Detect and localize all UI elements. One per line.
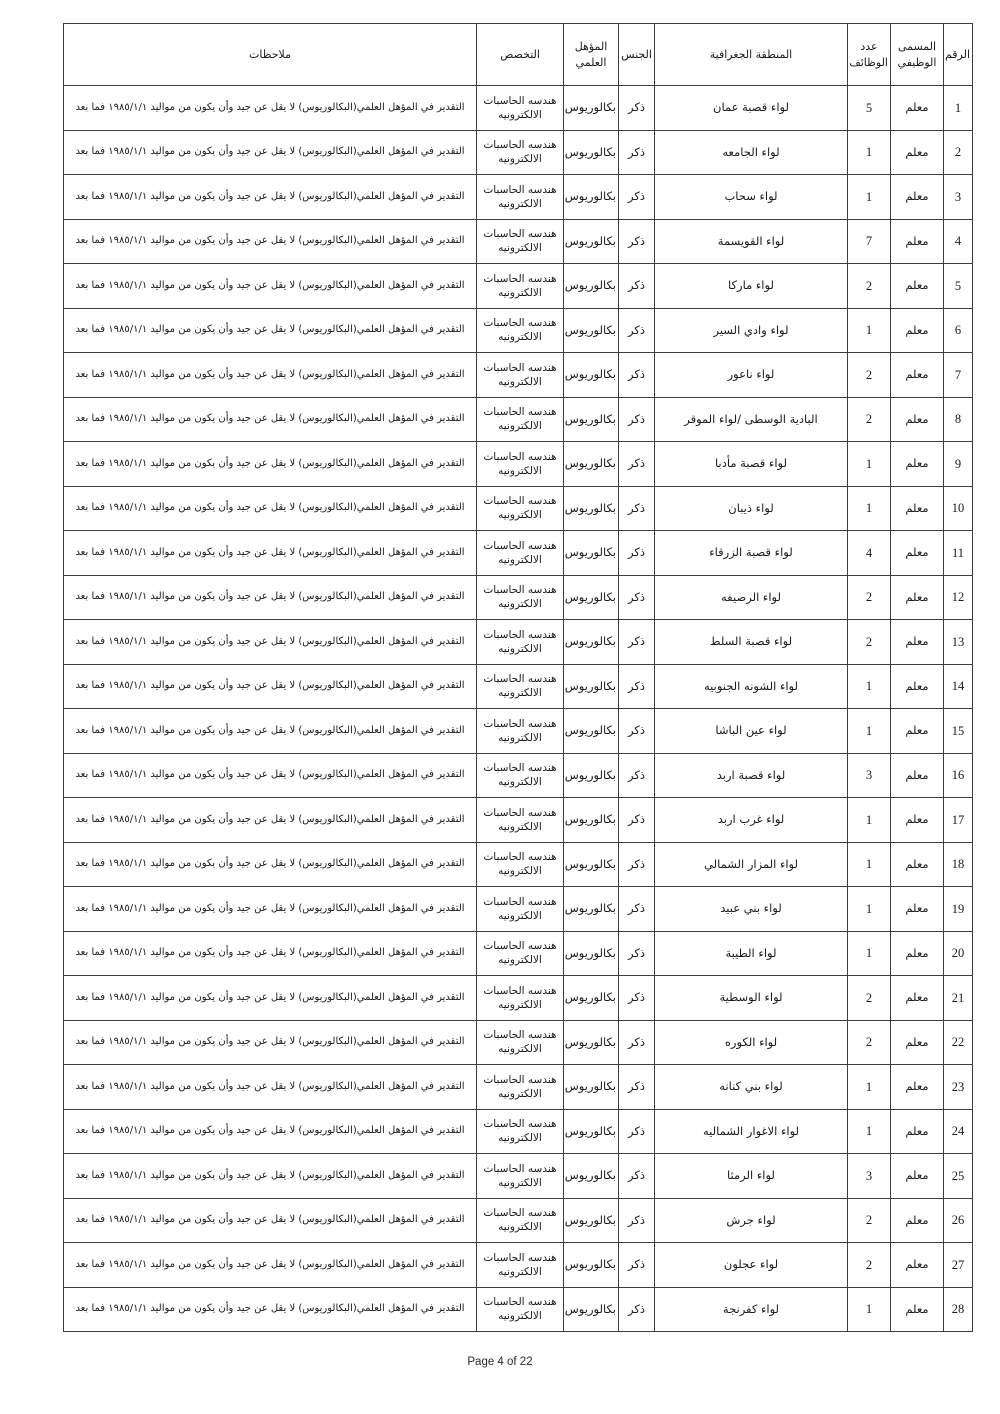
vacancy-count-cell: 2 bbox=[848, 1243, 891, 1288]
table-row bbox=[64, 442, 973, 487]
region-cell: لواء سحاب bbox=[655, 175, 848, 220]
row-number-cell: 2 bbox=[944, 130, 973, 175]
specialization-cell: هندسه الحاسبات الالكترونيه bbox=[477, 1109, 564, 1154]
job-title-cell: معلم bbox=[891, 1243, 944, 1288]
table-row bbox=[64, 842, 973, 887]
notes-cell: التقدير في المؤهل العلمي(البكالوريوس) لا يقل عن جيد وأن يكون من مواليد ١٩٨٥/١/١ فما بعد bbox=[64, 753, 477, 798]
table-row bbox=[64, 86, 973, 131]
region-cell: لواء الكوره bbox=[655, 1020, 848, 1065]
job-title-cell: معلم bbox=[891, 575, 944, 620]
vacancy-count-cell: 5 bbox=[848, 86, 891, 131]
qualification-cell: بكالوريوس bbox=[564, 397, 619, 442]
job-title-cell: معلم bbox=[891, 130, 944, 175]
gender-cell: ذكر bbox=[619, 664, 655, 709]
gender-cell: ذكر bbox=[619, 1154, 655, 1199]
specialization-cell: هندسه الحاسبات الالكترونيه bbox=[477, 1243, 564, 1288]
region-cell: لواء الاغوار الشماليه bbox=[655, 1109, 848, 1154]
table-row bbox=[64, 709, 973, 754]
job-title-cell: معلم bbox=[891, 753, 944, 798]
job-title-cell: معلم bbox=[891, 1109, 944, 1154]
job-title-cell: معلم bbox=[891, 175, 944, 220]
notes-cell: التقدير في المؤهل العلمي(البكالوريوس) لا يقل عن جيد وأن يكون من مواليد ١٩٨٥/١/١ فما بعد bbox=[64, 219, 477, 264]
notes-cell: التقدير في المؤهل العلمي(البكالوريوس) لا يقل عن جيد وأن يكون من مواليد ١٩٨٥/١/١ فما بعد bbox=[64, 1154, 477, 1199]
region-cell: لواء قصبة الزرقاء bbox=[655, 531, 848, 576]
qualification-cell: بكالوريوس bbox=[564, 308, 619, 353]
qualification-cell: بكالوريوس bbox=[564, 353, 619, 398]
specialization-cell: هندسه الحاسبات الالكترونيه bbox=[477, 175, 564, 220]
table-row bbox=[64, 486, 973, 531]
row-number-cell: 14 bbox=[944, 664, 973, 709]
job-title-cell: معلم bbox=[891, 531, 944, 576]
job-title-cell: معلم bbox=[891, 842, 944, 887]
gender-cell: ذكر bbox=[619, 976, 655, 1021]
qualification-cell: بكالوريوس bbox=[564, 931, 619, 976]
job-title-cell: معلم bbox=[891, 664, 944, 709]
gender-cell: ذكر bbox=[619, 308, 655, 353]
job-title-cell: معلم bbox=[891, 86, 944, 131]
notes-cell: التقدير في المؤهل العلمي(البكالوريوس) لا يقل عن جيد وأن يكون من مواليد ١٩٨٥/١/١ فما بعد bbox=[64, 86, 477, 131]
table-row bbox=[64, 1065, 973, 1110]
qualification-cell: بكالوريوس bbox=[564, 86, 619, 131]
gender-cell: ذكر bbox=[619, 1198, 655, 1243]
qualification-cell: بكالوريوس bbox=[564, 1198, 619, 1243]
row-number-cell: 21 bbox=[944, 976, 973, 1021]
vacancy-count-cell: 2 bbox=[848, 1020, 891, 1065]
job-title-cell: معلم bbox=[891, 1020, 944, 1065]
table-row bbox=[64, 531, 973, 576]
table-row bbox=[64, 397, 973, 442]
specialization-cell: هندسه الحاسبات الالكترونيه bbox=[477, 397, 564, 442]
notes-cell: التقدير في المؤهل العلمي(البكالوريوس) لا يقل عن جيد وأن يكون من مواليد ١٩٨٥/١/١ فما بعد bbox=[64, 620, 477, 665]
table-row bbox=[64, 620, 973, 665]
region-cell: البادية الوسطى /لواء الموقر bbox=[655, 397, 848, 442]
gender-cell: ذكر bbox=[619, 931, 655, 976]
column-header-job-title: المسمى الوظيفي bbox=[891, 24, 944, 86]
vacancy-count-cell: 1 bbox=[848, 842, 891, 887]
job-title-cell: معلم bbox=[891, 1198, 944, 1243]
region-cell: لواء كفرنجة bbox=[655, 1287, 848, 1332]
gender-cell: ذكر bbox=[619, 798, 655, 843]
table-row bbox=[64, 575, 973, 620]
table-row bbox=[64, 887, 973, 932]
header-row bbox=[64, 24, 973, 86]
column-header-notes: ملاحظات bbox=[64, 24, 477, 86]
job-title-cell: معلم bbox=[891, 798, 944, 843]
specialization-cell: هندسه الحاسبات الالكترونيه bbox=[477, 798, 564, 843]
region-cell: لواء قصبة مأدبا bbox=[655, 442, 848, 487]
specialization-cell: هندسه الحاسبات الالكترونيه bbox=[477, 1198, 564, 1243]
qualification-cell: بكالوريوس bbox=[564, 1065, 619, 1110]
column-header-qualification: المؤهل العلمي bbox=[564, 24, 619, 86]
region-cell: لواء بني كنانه bbox=[655, 1065, 848, 1110]
vacancy-count-cell: 3 bbox=[848, 753, 891, 798]
vacancy-count-cell: 1 bbox=[848, 664, 891, 709]
row-number-cell: 7 bbox=[944, 353, 973, 398]
job-title-cell: معلم bbox=[891, 308, 944, 353]
column-header-number: الرقم bbox=[944, 24, 973, 86]
qualification-cell: بكالوريوس bbox=[564, 1109, 619, 1154]
vacancy-count-cell: 2 bbox=[848, 397, 891, 442]
vacancy-count-cell: 2 bbox=[848, 575, 891, 620]
specialization-cell: هندسه الحاسبات الالكترونيه bbox=[477, 887, 564, 932]
column-header-specialization: التخصص bbox=[477, 24, 564, 86]
row-number-cell: 12 bbox=[944, 575, 973, 620]
notes-cell: التقدير في المؤهل العلمي(البكالوريوس) لا يقل عن جيد وأن يكون من مواليد ١٩٨٥/١/١ فما بعد bbox=[64, 798, 477, 843]
job-title-cell: معلم bbox=[891, 1287, 944, 1332]
specialization-cell: هندسه الحاسبات الالكترونيه bbox=[477, 486, 564, 531]
qualification-cell: بكالوريوس bbox=[564, 130, 619, 175]
qualification-cell: بكالوريوس bbox=[564, 442, 619, 487]
gender-cell: ذكر bbox=[619, 709, 655, 754]
job-title-cell: معلم bbox=[891, 931, 944, 976]
vacancy-count-cell: 1 bbox=[848, 798, 891, 843]
notes-cell: التقدير في المؤهل العلمي(البكالوريوس) لا يقل عن جيد وأن يكون من مواليد ١٩٨٥/١/١ فما بعد bbox=[64, 664, 477, 709]
notes-cell: التقدير في المؤهل العلمي(البكالوريوس) لا يقل عن جيد وأن يكون من مواليد ١٩٨٥/١/١ فما بعد bbox=[64, 1065, 477, 1110]
row-number-cell: 17 bbox=[944, 798, 973, 843]
specialization-cell: هندسه الحاسبات الالكترونيه bbox=[477, 620, 564, 665]
row-number-cell: 8 bbox=[944, 397, 973, 442]
notes-cell: التقدير في المؤهل العلمي(البكالوريوس) لا يقل عن جيد وأن يكون من مواليد ١٩٨٥/١/١ فما بعد bbox=[64, 1109, 477, 1154]
row-number-cell: 23 bbox=[944, 1065, 973, 1110]
region-cell: لواء الرصيفه bbox=[655, 575, 848, 620]
gender-cell: ذكر bbox=[619, 264, 655, 309]
vacancy-count-cell: 1 bbox=[848, 887, 891, 932]
row-number-cell: 19 bbox=[944, 887, 973, 932]
notes-cell: التقدير في المؤهل العلمي(البكالوريوس) لا يقل عن جيد وأن يكون من مواليد ١٩٨٥/١/١ فما بعد bbox=[64, 531, 477, 576]
notes-cell: التقدير في المؤهل العلمي(البكالوريوس) لا يقل عن جيد وأن يكون من مواليد ١٩٨٥/١/١ فما بعد bbox=[64, 264, 477, 309]
specialization-cell: هندسه الحاسبات الالكترونيه bbox=[477, 1065, 564, 1110]
vacancy-count-cell: 1 bbox=[848, 442, 891, 487]
row-number-cell: 25 bbox=[944, 1154, 973, 1199]
table-row bbox=[64, 1154, 973, 1199]
row-number-cell: 27 bbox=[944, 1243, 973, 1288]
vacancy-count-cell: 1 bbox=[848, 1065, 891, 1110]
table-row bbox=[64, 753, 973, 798]
vacancy-count-cell: 1 bbox=[848, 931, 891, 976]
qualification-cell: بكالوريوس bbox=[564, 175, 619, 220]
job-title-cell: معلم bbox=[891, 397, 944, 442]
vacancies-table bbox=[63, 23, 973, 1332]
gender-cell: ذكر bbox=[619, 397, 655, 442]
job-title-cell: معلم bbox=[891, 887, 944, 932]
notes-cell: التقدير في المؤهل العلمي(البكالوريوس) لا يقل عن جيد وأن يكون من مواليد ١٩٨٥/١/١ فما بعد bbox=[64, 397, 477, 442]
vacancy-count-cell: 2 bbox=[848, 1198, 891, 1243]
gender-cell: ذكر bbox=[619, 442, 655, 487]
gender-cell: ذكر bbox=[619, 219, 655, 264]
region-cell: لواء قصبة السلط bbox=[655, 620, 848, 665]
vacancy-count-cell: 1 bbox=[848, 175, 891, 220]
specialization-cell: هندسه الحاسبات الالكترونيه bbox=[477, 931, 564, 976]
page-number: Page 4 of 22 bbox=[467, 1356, 533, 1368]
gender-cell: ذكر bbox=[619, 1287, 655, 1332]
notes-cell: التقدير في المؤهل العلمي(البكالوريوس) لا يقل عن جيد وأن يكون من مواليد ١٩٨٥/١/١ فما بعد bbox=[64, 887, 477, 932]
region-cell: لواء القويسمة bbox=[655, 219, 848, 264]
vacancy-count-cell: 2 bbox=[848, 620, 891, 665]
job-title-cell: معلم bbox=[891, 442, 944, 487]
row-number-cell: 26 bbox=[944, 1198, 973, 1243]
region-cell: لواء المزار الشمالي bbox=[655, 842, 848, 887]
row-number-cell: 28 bbox=[944, 1287, 973, 1332]
job-title-cell: معلم bbox=[891, 620, 944, 665]
notes-cell: التقدير في المؤهل العلمي(البكالوريوس) لا يقل عن جيد وأن يكون من مواليد ١٩٨٥/١/١ فما بعد bbox=[64, 308, 477, 353]
notes-cell: التقدير في المؤهل العلمي(البكالوريوس) لا يقل عن جيد وأن يكون من مواليد ١٩٨٥/١/١ فما بعد bbox=[64, 1287, 477, 1332]
region-cell: لواء ماركا bbox=[655, 264, 848, 309]
qualification-cell: بكالوريوس bbox=[564, 1154, 619, 1199]
row-number-cell: 16 bbox=[944, 753, 973, 798]
notes-cell: التقدير في المؤهل العلمي(البكالوريوس) لا يقل عن جيد وأن يكون من مواليد ١٩٨٥/١/١ فما بعد bbox=[64, 709, 477, 754]
notes-cell: التقدير في المؤهل العلمي(البكالوريوس) لا يقل عن جيد وأن يكون من مواليد ١٩٨٥/١/١ فما بعد bbox=[64, 976, 477, 1021]
qualification-cell: بكالوريوس bbox=[564, 842, 619, 887]
job-title-cell: معلم bbox=[891, 219, 944, 264]
region-cell: لواء عجلون bbox=[655, 1243, 848, 1288]
job-title-cell: معلم bbox=[891, 264, 944, 309]
specialization-cell: هندسه الحاسبات الالكترونيه bbox=[477, 753, 564, 798]
qualification-cell: بكالوريوس bbox=[564, 709, 619, 754]
row-number-cell: 1 bbox=[944, 86, 973, 131]
job-title-cell: معلم bbox=[891, 486, 944, 531]
gender-cell: ذكر bbox=[619, 620, 655, 665]
gender-cell: ذكر bbox=[619, 1020, 655, 1065]
region-cell: لواء الشونه الجنوبيه bbox=[655, 664, 848, 709]
specialization-cell: هندسه الحاسبات الالكترونيه bbox=[477, 308, 564, 353]
notes-cell: التقدير في المؤهل العلمي(البكالوريوس) لا يقل عن جيد وأن يكون من مواليد ١٩٨٥/١/١ فما بعد bbox=[64, 486, 477, 531]
region-cell: لواء غرب اربد bbox=[655, 798, 848, 843]
qualification-cell: بكالوريوس bbox=[564, 976, 619, 1021]
qualification-cell: بكالوريوس bbox=[564, 264, 619, 309]
gender-cell: ذكر bbox=[619, 887, 655, 932]
notes-cell: التقدير في المؤهل العلمي(البكالوريوس) لا يقل عن جيد وأن يكون من مواليد ١٩٨٥/١/١ فما بعد bbox=[64, 931, 477, 976]
notes-cell: التقدير في المؤهل العلمي(البكالوريوس) لا يقل عن جيد وأن يكون من مواليد ١٩٨٥/١/١ فما بعد bbox=[64, 1020, 477, 1065]
region-cell: لواء جرش bbox=[655, 1198, 848, 1243]
notes-cell: التقدير في المؤهل العلمي(البكالوريوس) لا يقل عن جيد وأن يكون من مواليد ١٩٨٥/١/١ فما بعد bbox=[64, 1198, 477, 1243]
specialization-cell: هندسه الحاسبات الالكترونيه bbox=[477, 709, 564, 754]
table-row bbox=[64, 308, 973, 353]
table-row bbox=[64, 130, 973, 175]
row-number-cell: 20 bbox=[944, 931, 973, 976]
row-number-cell: 15 bbox=[944, 709, 973, 754]
row-number-cell: 24 bbox=[944, 1109, 973, 1154]
specialization-cell: هندسه الحاسبات الالكترونيه bbox=[477, 130, 564, 175]
gender-cell: ذكر bbox=[619, 486, 655, 531]
gender-cell: ذكر bbox=[619, 130, 655, 175]
job-title-cell: معلم bbox=[891, 976, 944, 1021]
region-cell: لواء قصبة اربد bbox=[655, 753, 848, 798]
table-row bbox=[64, 1243, 973, 1288]
notes-cell: التقدير في المؤهل العلمي(البكالوريوس) لا يقل عن جيد وأن يكون من مواليد ١٩٨٥/١/١ فما بعد bbox=[64, 1243, 477, 1288]
qualification-cell: بكالوريوس bbox=[564, 1243, 619, 1288]
qualification-cell: بكالوريوس bbox=[564, 575, 619, 620]
specialization-cell: هندسه الحاسبات الالكترونيه bbox=[477, 976, 564, 1021]
gender-cell: ذكر bbox=[619, 1065, 655, 1110]
region-cell: لواء بني عبيد bbox=[655, 887, 848, 932]
region-cell: لواء وادي السير bbox=[655, 308, 848, 353]
gender-cell: ذكر bbox=[619, 842, 655, 887]
qualification-cell: بكالوريوس bbox=[564, 753, 619, 798]
vacancy-count-cell: 1 bbox=[848, 1109, 891, 1154]
table-row bbox=[64, 264, 973, 309]
row-number-cell: 13 bbox=[944, 620, 973, 665]
table-row bbox=[64, 1198, 973, 1243]
qualification-cell: بكالوريوس bbox=[564, 1020, 619, 1065]
job-title-cell: معلم bbox=[891, 1065, 944, 1110]
specialization-cell: هندسه الحاسبات الالكترونيه bbox=[477, 353, 564, 398]
table-row bbox=[64, 931, 973, 976]
column-header-vacancies: عدد الوظائف bbox=[848, 24, 891, 86]
qualification-cell: بكالوريوس bbox=[564, 620, 619, 665]
vacancy-count-cell: 7 bbox=[848, 219, 891, 264]
specialization-cell: هندسه الحاسبات الالكترونيه bbox=[477, 842, 564, 887]
table-row bbox=[64, 353, 973, 398]
region-cell: لواء قصبة عمان bbox=[655, 86, 848, 131]
qualification-cell: بكالوريوس bbox=[564, 664, 619, 709]
vacancy-count-cell: 1 bbox=[848, 486, 891, 531]
row-number-cell: 4 bbox=[944, 219, 973, 264]
table-row bbox=[64, 219, 973, 264]
row-number-cell: 9 bbox=[944, 442, 973, 487]
table-body bbox=[64, 86, 973, 1332]
table-row bbox=[64, 798, 973, 843]
job-title-cell: معلم bbox=[891, 1154, 944, 1199]
notes-cell: التقدير في المؤهل العلمي(البكالوريوس) لا يقل عن جيد وأن يكون من مواليد ١٩٨٥/١/١ فما بعد bbox=[64, 130, 477, 175]
row-number-cell: 6 bbox=[944, 308, 973, 353]
specialization-cell: هندسه الحاسبات الالكترونيه bbox=[477, 442, 564, 487]
region-cell: لواء الطيبة bbox=[655, 931, 848, 976]
notes-cell: التقدير في المؤهل العلمي(البكالوريوس) لا يقل عن جيد وأن يكون من مواليد ١٩٨٥/١/١ فما بعد bbox=[64, 442, 477, 487]
specialization-cell: هندسه الحاسبات الالكترونيه bbox=[477, 1287, 564, 1332]
specialization-cell: هندسه الحاسبات الالكترونيه bbox=[477, 664, 564, 709]
table-row bbox=[64, 175, 973, 220]
qualification-cell: بكالوريوس bbox=[564, 219, 619, 264]
gender-cell: ذكر bbox=[619, 1109, 655, 1154]
region-cell: لواء عين الباشا bbox=[655, 709, 848, 754]
vacancy-count-cell: 2 bbox=[848, 353, 891, 398]
table-header bbox=[64, 24, 973, 86]
gender-cell: ذكر bbox=[619, 1243, 655, 1288]
qualification-cell: بكالوريوس bbox=[564, 1287, 619, 1332]
row-number-cell: 11 bbox=[944, 531, 973, 576]
gender-cell: ذكر bbox=[619, 353, 655, 398]
row-number-cell: 3 bbox=[944, 175, 973, 220]
table-row bbox=[64, 1020, 973, 1065]
region-cell: لواء ذيبان bbox=[655, 486, 848, 531]
vacancy-count-cell: 1 bbox=[848, 709, 891, 754]
specialization-cell: هندسه الحاسبات الالكترونيه bbox=[477, 264, 564, 309]
specialization-cell: هندسه الحاسبات الالكترونيه bbox=[477, 86, 564, 131]
gender-cell: ذكر bbox=[619, 753, 655, 798]
vacancy-count-cell: 1 bbox=[848, 130, 891, 175]
region-cell: لواء الوسطية bbox=[655, 976, 848, 1021]
region-cell: لواء الرمثا bbox=[655, 1154, 848, 1199]
table-row bbox=[64, 976, 973, 1021]
qualification-cell: بكالوريوس bbox=[564, 531, 619, 576]
notes-cell: التقدير في المؤهل العلمي(البكالوريوس) لا يقل عن جيد وأن يكون من مواليد ١٩٨٥/١/١ فما بعد bbox=[64, 175, 477, 220]
notes-cell: التقدير في المؤهل العلمي(البكالوريوس) لا يقل عن جيد وأن يكون من مواليد ١٩٨٥/١/١ فما بعد bbox=[64, 575, 477, 620]
region-cell: لواء ناعور bbox=[655, 353, 848, 398]
gender-cell: ذكر bbox=[619, 86, 655, 131]
table-row bbox=[64, 664, 973, 709]
row-number-cell: 18 bbox=[944, 842, 973, 887]
vacancy-count-cell: 2 bbox=[848, 976, 891, 1021]
notes-cell: التقدير في المؤهل العلمي(البكالوريوس) لا يقل عن جيد وأن يكون من مواليد ١٩٨٥/١/١ فما بعد bbox=[64, 842, 477, 887]
specialization-cell: هندسه الحاسبات الالكترونيه bbox=[477, 1020, 564, 1065]
table-row bbox=[64, 1109, 973, 1154]
column-header-region: المنطقة الجغرافية bbox=[655, 24, 848, 86]
notes-cell: التقدير في المؤهل العلمي(البكالوريوس) لا يقل عن جيد وأن يكون من مواليد ١٩٨٥/١/١ فما بعد bbox=[64, 353, 477, 398]
gender-cell: ذكر bbox=[619, 575, 655, 620]
vacancy-count-cell: 3 bbox=[848, 1154, 891, 1199]
region-cell: لواء الجامعه bbox=[655, 130, 848, 175]
qualification-cell: بكالوريوس bbox=[564, 486, 619, 531]
row-number-cell: 5 bbox=[944, 264, 973, 309]
job-title-cell: معلم bbox=[891, 709, 944, 754]
qualification-cell: بكالوريوس bbox=[564, 798, 619, 843]
row-number-cell: 10 bbox=[944, 486, 973, 531]
qualification-cell: بكالوريوس bbox=[564, 887, 619, 932]
vacancy-count-cell: 2 bbox=[848, 264, 891, 309]
table-row bbox=[64, 1287, 973, 1332]
vacancy-count-cell: 1 bbox=[848, 1287, 891, 1332]
column-header-gender: الجنس bbox=[619, 24, 655, 86]
specialization-cell: هندسه الحاسبات الالكترونيه bbox=[477, 1154, 564, 1199]
gender-cell: ذكر bbox=[619, 531, 655, 576]
row-number-cell: 22 bbox=[944, 1020, 973, 1065]
gender-cell: ذكر bbox=[619, 175, 655, 220]
job-title-cell: معلم bbox=[891, 353, 944, 398]
specialization-cell: هندسه الحاسبات الالكترونيه bbox=[477, 531, 564, 576]
vacancy-count-cell: 1 bbox=[848, 308, 891, 353]
specialization-cell: هندسه الحاسبات الالكترونيه bbox=[477, 575, 564, 620]
vacancy-count-cell: 4 bbox=[848, 531, 891, 576]
specialization-cell: هندسه الحاسبات الالكترونيه bbox=[477, 219, 564, 264]
